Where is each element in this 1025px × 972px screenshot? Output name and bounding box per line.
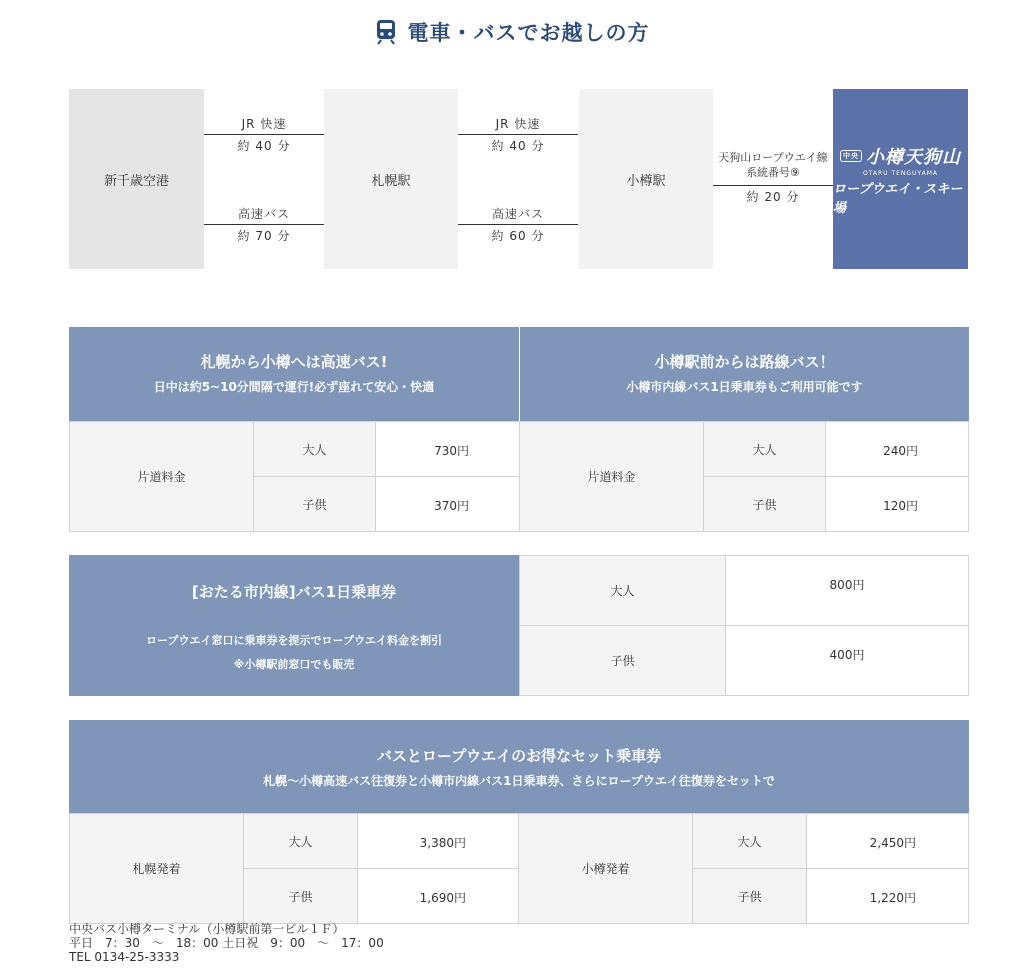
highway-bus-header	[69, 327, 519, 421]
station-new-chitose	[69, 89, 204, 269]
local-oneway-label: 片道料金	[519, 421, 704, 532]
pass-adult-price: 800円	[725, 555, 969, 626]
logo-top-text: 小樽天狗山	[866, 146, 961, 168]
highway-bus-subtitle: 日中は約5~10分間隔で運行!必ず座れて安心・快適	[153, 380, 435, 394]
pass-child-price: 400円	[725, 625, 969, 696]
destination-logo	[833, 89, 968, 269]
train-icon	[376, 19, 396, 45]
local-child-price: 120円	[825, 476, 969, 532]
link3-line	[713, 185, 833, 186]
logo-bottom-text: ロープウエイ・スキー場	[833, 181, 963, 216]
set-otaru-adult-label: 大人	[692, 813, 807, 869]
set-sapporo-adult-label: 大人	[243, 813, 358, 869]
highway-child-price: 370円	[375, 476, 520, 532]
link3-line1: 天狗山ロープウエイ線	[718, 151, 828, 164]
logo-badge: 中央	[840, 150, 862, 162]
local-bus-header	[520, 327, 969, 421]
link1-lower-time: 約 70 分	[237, 229, 291, 243]
link1-upper-line	[204, 134, 324, 135]
local-adult-label: 大人	[703, 421, 826, 477]
link2-upper-line	[458, 134, 578, 135]
link2-lower-line	[458, 224, 578, 225]
link1-lower-name: 高速バス	[237, 207, 290, 221]
footer-hours: 平日 7：30 ～ 18：00 土日祝 9：00 ～ 17：00	[69, 936, 384, 950]
link2-lower-name: 高速バス	[491, 207, 544, 221]
set-otaru-child-price: 1,220円	[806, 868, 969, 924]
link1-upper-name: JR 快速	[241, 117, 287, 131]
link2-lower-time: 約 60 分	[491, 229, 545, 243]
station-label: 札幌駅	[371, 173, 411, 189]
logo-top	[840, 143, 961, 169]
page-title	[0, 14, 1025, 50]
set-otaru-adult-price: 2,450円	[806, 813, 969, 869]
link1-upper-time: 約 40 分	[237, 139, 291, 153]
link1-lower-line	[204, 224, 324, 225]
footer-terminal: 中央バス小樽ターミナル（小樽駅前第一ビル１Ｆ）	[69, 922, 345, 936]
logo-middle-text: OTARU TENGUYAMA	[862, 169, 939, 177]
local-bus-subtitle: 小樽市内線バス1日乗車券もご利用可能です	[626, 380, 863, 394]
link3-line2: 系統番号⑨	[746, 166, 800, 179]
station-label: 小樽駅	[626, 173, 666, 189]
highway-adult-price: 730円	[375, 421, 520, 477]
one-day-pass-title: [おたる市内線]バス1日乗車券	[191, 583, 397, 601]
set-sapporo-adult-price: 3,380円	[357, 813, 519, 869]
set-ticket-title: バスとロープウエイのお得なセット乗車券	[376, 747, 662, 765]
highway-bus-title: 札幌から小樽へは高速バス!	[200, 353, 388, 371]
pass-child-label: 子供	[519, 625, 726, 696]
one-day-pass-note1: ロープウエイ窓口に乗車券を提示でロープウエイ料金を割引	[146, 634, 442, 647]
highway-oneway-label: 片道料金	[69, 421, 254, 532]
highway-child-label: 子供	[253, 476, 376, 532]
title-text: 電車・バスでお越しの方	[407, 21, 650, 45]
highway-adult-label: 大人	[253, 421, 376, 477]
set-sapporo-child-price: 1,690円	[357, 868, 519, 924]
sapporo-departure-label: 札幌発着	[69, 813, 244, 924]
one-day-pass-note2: ※小樽駅前窓口でも販売	[233, 658, 355, 671]
local-child-label: 子供	[703, 476, 826, 532]
set-sapporo-child-label: 子供	[243, 868, 358, 924]
link3-time: 約 20 分	[746, 190, 800, 204]
pass-adult-label: 大人	[519, 555, 726, 626]
set-ticket-header	[69, 720, 969, 813]
set-otaru-child-label: 子供	[692, 868, 807, 924]
local-adult-price: 240円	[825, 421, 969, 477]
one-day-pass-header	[69, 555, 519, 696]
station-otaru	[579, 89, 713, 269]
otaru-departure-label: 小樽発着	[518, 813, 693, 924]
set-ticket-subtitle: 札幌～小樽高速バス往復券と小樽市内線バス1日乗車券、さらにロープウエイ往復券をセットで	[263, 774, 775, 788]
local-bus-title: 小樽駅前からは路線バス！	[654, 353, 835, 371]
link2-upper-time: 約 40 分	[491, 139, 545, 153]
footer-phone: TEL 0134-25-3333	[69, 950, 180, 964]
station-label: 新千歳空港	[103, 173, 169, 189]
link2-upper-name: JR 快速	[495, 117, 541, 131]
station-sapporo	[324, 89, 458, 269]
